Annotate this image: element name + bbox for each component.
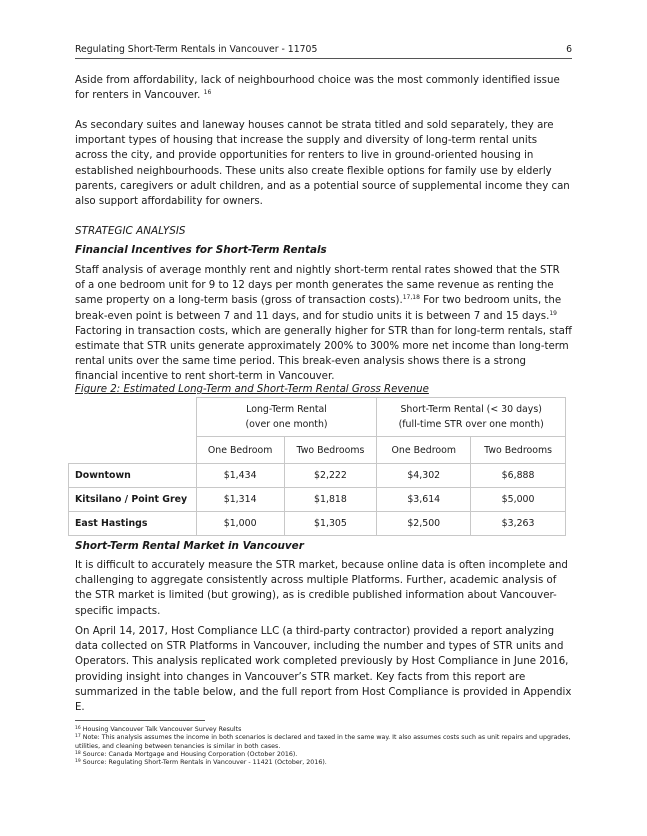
- row-label: East Hastings: [69, 512, 197, 536]
- footnote-text: Housing Vancouver Talk Vancouver Survey Results: [80, 726, 242, 733]
- table-cell: $1,305: [284, 512, 377, 536]
- footnote-number: 19: [75, 759, 81, 764]
- footnote-ref: 19: [549, 309, 557, 317]
- footnote-number: 18: [75, 751, 81, 756]
- group-header-note: (over one month): [245, 419, 328, 430]
- rental-revenue-table: [68, 397, 566, 536]
- subheading-str-market: Short-Term Rental Market in Vancouver: [75, 540, 304, 552]
- footnote-ref: 17,18: [402, 294, 420, 302]
- column-header: One Bedroom: [196, 437, 284, 464]
- paragraph-host-compliance: On April 14, 2017, Host Compliance LLC (a third-party contractor) provided a report analyzing data collected on STR Platforms in Vancouver, including the number and types of STR units and Operators. This analysis replicated work completed previously by Host Compliance in June 2016, providing insight into changes in Vancouver’s STR market. Key facts from this report are summarized in the table below, and the full report from Host Compliance is provided in Appendix E.: [75, 626, 572, 714]
- row-label: Kitsilano / Point Grey: [69, 488, 197, 512]
- paragraph-secondary-suites: As secondary suites and laneway houses cannot be strata titled and sold separately, they are important types of housing that increase the supply and diversity of long-term rental units across the city, and provide opportunities for renters to live in ground-oriented housing in established neighbourhoods. These units also create flexible options for family use by elderly parents, caregivers or adult children, and as a potential source of supplemental income they can also support affordability for owners.: [75, 120, 570, 208]
- long-term-header: [196, 398, 377, 437]
- group-header-title: Long-Term Rental: [246, 404, 327, 415]
- table-cell: $1,000: [196, 512, 284, 536]
- table-cell: $2,500: [377, 512, 471, 536]
- footnote-divider: [75, 720, 205, 721]
- table-row: [69, 512, 566, 536]
- column-header: One Bedroom: [377, 437, 471, 464]
- table-cell: $4,302: [377, 464, 471, 488]
- short-term-header: [377, 398, 566, 437]
- group-header-note: (full-time STR over one month): [398, 419, 544, 430]
- page-number: 6: [566, 44, 572, 55]
- table-cell: $1,818: [284, 488, 377, 512]
- column-header: Two Bedrooms: [471, 437, 566, 464]
- paragraph-text: Aside from affordability, lack of neighbourhood choice was the most commonly identified issue for renters in Vancouver.: [75, 75, 560, 102]
- table-cell: $1,314: [196, 488, 284, 512]
- table-corner: [69, 398, 197, 464]
- paragraph-text: Factoring in transaction costs, which are generally higher for STR than for long-term rentals, staff estimate that STR units generate approximately 200% to 300% more net income than long-term rental units over the same time period. This break-even analysis shows there is a strong financial incentive to rent short-term in Vancouver.: [75, 325, 572, 383]
- table-cell: $3,263: [471, 512, 566, 536]
- row-label: Downtown: [69, 464, 197, 488]
- footnote-number: 17: [75, 734, 81, 739]
- page-header: [75, 44, 572, 59]
- section-heading: STRATEGIC ANALYSIS: [75, 225, 186, 237]
- figure-caption: Figure 2: Estimated Long-Term and Short-Term Rental Gross Revenue: [75, 384, 429, 395]
- table-cell: $2,222: [284, 464, 377, 488]
- footnote-text: Note: This analysis assumes the income in both scenarios is declared and taxed in the same way. It also assumes costs such as unit repairs and upgrades, utilities, and cleaning between tenancies is similar in both cases.: [75, 734, 571, 750]
- paragraph-renter-choice: [75, 73, 572, 103]
- table-row: [69, 488, 566, 512]
- paragraph-text: For two bedroom units, the break-even point is between 7 and 11 days, and for studio units it is between 7 and 15 days.: [75, 295, 562, 322]
- footnote: [75, 734, 575, 751]
- header-title: Regulating Short-Term Rentals in Vancouver - 11705: [75, 44, 318, 55]
- paragraph-break-even: [75, 263, 572, 385]
- table-cell: $1,434: [196, 464, 284, 488]
- footnote-text: Source: Canada Mortgage and Housing Corporation (October 2016).: [80, 751, 298, 758]
- group-header-title: Short-Term Rental (< 30 days): [400, 404, 542, 415]
- footnote: [75, 759, 575, 768]
- table-group-header-row: [69, 398, 566, 437]
- table-row: [69, 464, 566, 488]
- column-header: Two Bedrooms: [284, 437, 377, 464]
- table-cell: $3,614: [377, 488, 471, 512]
- table-cell: $6,888: [471, 464, 566, 488]
- footnote-number: 16: [75, 726, 81, 731]
- subheading-financial-incentives: Financial Incentives for Short-Term Rentals: [75, 244, 327, 256]
- footnote-ref: 16: [203, 89, 212, 97]
- footnote-text: Source: Regulating Short-Term Rentals in Vancouver - 11421 (October, 2016).: [80, 759, 327, 766]
- paragraph-measure-market: It is difficult to accurately measure the STR market, because online data is often incomplete and challenging to aggregate consistently across multiple Platforms. Further, academic analysis of the STR market is limited (but growing), as is credible published information about Vancouver-specific impacts.: [75, 560, 568, 617]
- table-cell: $5,000: [471, 488, 566, 512]
- paragraph-text: Staff analysis of average monthly rent and nightly short-term rental rates showed that the STR of a one bedroom unit for 9 to 12 days per month generates the same revenue as renting the same property on a long-term basis (gross of transaction costs).: [75, 265, 560, 307]
